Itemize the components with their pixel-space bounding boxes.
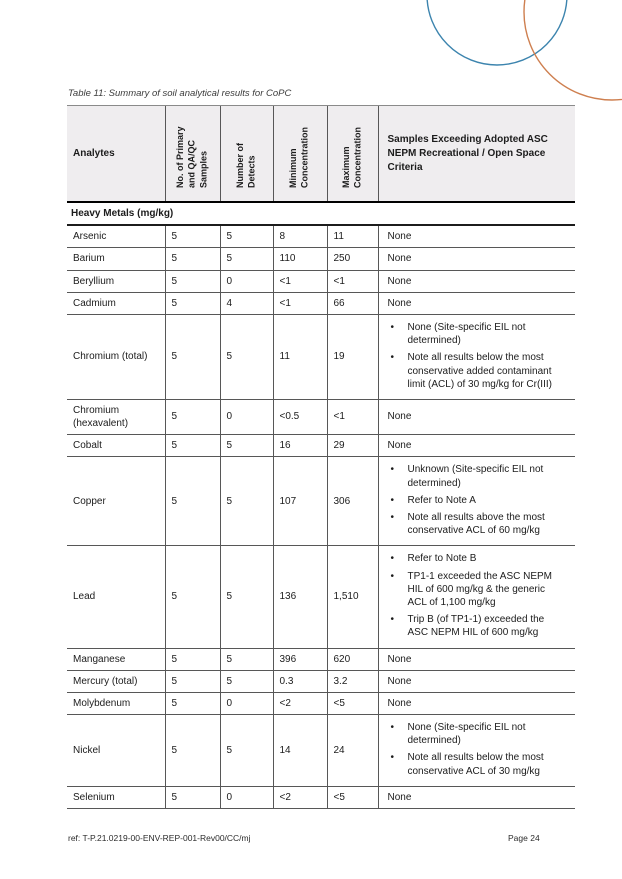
bullet-icon: • xyxy=(390,570,395,582)
detects-count-cell: 5 xyxy=(220,670,273,692)
samples-count-cell: 5 xyxy=(165,292,220,314)
criteria-notes-cell: None xyxy=(378,270,575,292)
column-header-detects-label: Number of Detects xyxy=(234,143,257,188)
analyte-cell: Arsenic xyxy=(67,225,165,248)
bullet-icon: • xyxy=(390,553,395,565)
samples-count-cell: 5 xyxy=(165,648,220,670)
criteria-notes-cell: None xyxy=(378,786,575,808)
samples-count-cell: 5 xyxy=(165,692,220,714)
max-concentration-cell: 3.2 xyxy=(327,670,378,692)
table-caption: Table 11: Summary of soil analytical results for CoPC xyxy=(68,88,292,99)
detects-count-cell: 0 xyxy=(220,692,273,714)
max-concentration-cell: 66 xyxy=(327,292,378,314)
column-header-max-concentration xyxy=(327,106,378,203)
min-concentration-cell: 0.3 xyxy=(273,670,327,692)
footer-page-number: Page 24 xyxy=(508,833,540,843)
criteria-notes-cell xyxy=(378,715,575,787)
bullet-list-item xyxy=(388,494,567,507)
bullet-text: TP1-1 exceeded the ASC NEPM HIL of 600 mg/kg & the generic ACL of 1,100 mg/kg xyxy=(407,570,553,608)
bullet-list-item xyxy=(388,570,567,610)
table-row xyxy=(67,648,575,670)
min-concentration-cell: 136 xyxy=(273,546,327,648)
min-concentration-cell: <2 xyxy=(273,692,327,714)
samples-count-cell: 5 xyxy=(165,225,220,248)
analyte-cell: Selenium xyxy=(67,786,165,808)
table-row xyxy=(67,225,575,248)
bullet-text: Refer to Note B xyxy=(407,553,477,565)
max-concentration-cell: 24 xyxy=(327,715,378,787)
bullet-icon: • xyxy=(390,464,395,476)
min-concentration-cell: <1 xyxy=(273,292,327,314)
table-row xyxy=(67,457,575,546)
section-header: Heavy Metals (mg/kg) xyxy=(67,202,575,225)
criteria-notes-cell: None xyxy=(378,648,575,670)
criteria-notes-cell: None xyxy=(378,399,575,434)
detects-count-cell: 5 xyxy=(220,435,273,457)
bullet-text: Refer to Note A xyxy=(407,494,476,506)
samples-count-cell: 5 xyxy=(165,270,220,292)
table-row xyxy=(67,270,575,292)
bullet-list-item xyxy=(388,321,567,347)
bullet-list-item xyxy=(388,721,567,747)
decorative-circle-blue xyxy=(427,0,567,65)
max-concentration-cell: 620 xyxy=(327,648,378,670)
bullet-icon: • xyxy=(390,494,395,506)
bullet-icon: • xyxy=(390,321,395,333)
detects-count-cell: 5 xyxy=(220,314,273,399)
criteria-notes-cell: None xyxy=(378,692,575,714)
max-concentration-cell: 11 xyxy=(327,225,378,248)
section-header-row xyxy=(67,202,575,225)
bullet-text: None (Site-specific EIL not determined) xyxy=(407,321,526,347)
max-concentration-cell: 250 xyxy=(327,248,378,270)
bullet-text: None (Site-specific EIL not determined) xyxy=(407,722,526,747)
bullet-list-item xyxy=(388,552,567,565)
detects-count-cell: 5 xyxy=(220,546,273,648)
bullet-list-item xyxy=(388,751,567,777)
bullet-icon: • xyxy=(390,722,395,734)
samples-count-cell: 5 xyxy=(165,248,220,270)
min-concentration-cell: 8 xyxy=(273,225,327,248)
min-concentration-cell: 16 xyxy=(273,435,327,457)
max-concentration-cell: <1 xyxy=(327,399,378,434)
criteria-notes-cell xyxy=(378,546,575,648)
max-concentration-cell: <5 xyxy=(327,692,378,714)
bullet-text: Note all results below the most conservative added contaminant limit (ACL) of 30 mg/kg for Cr(III) xyxy=(407,352,552,390)
table-body xyxy=(67,202,575,809)
min-concentration-cell: <2 xyxy=(273,786,327,808)
min-concentration-cell: 110 xyxy=(273,248,327,270)
soil-results-table xyxy=(67,105,575,809)
samples-count-cell: 5 xyxy=(165,457,220,546)
footer-reference: ref: T-P.21.0219-00-ENV-REP-001-Rev00/CC/mj xyxy=(68,833,251,843)
min-concentration-cell: 11 xyxy=(273,314,327,399)
analyte-cell: Chromium (total) xyxy=(67,314,165,399)
criteria-notes-cell xyxy=(378,457,575,546)
table-row xyxy=(67,248,575,270)
max-concentration-cell: 19 xyxy=(327,314,378,399)
analyte-cell: Nickel xyxy=(67,715,165,787)
bullet-icon: • xyxy=(390,512,395,523)
samples-count-cell: 5 xyxy=(165,314,220,399)
table-row xyxy=(67,670,575,692)
column-header-samples xyxy=(165,106,220,203)
table-row xyxy=(67,292,575,314)
bullet-text: Trip B (of TP1-1) exceeded the ASC NEPM HIL of 600 mg/kg xyxy=(407,614,545,639)
analyte-cell: Cobalt xyxy=(67,435,165,457)
criteria-notes-cell: None xyxy=(378,435,575,457)
column-header-max-label: Maximum Concentration xyxy=(340,126,363,188)
samples-count-cell: 5 xyxy=(165,399,220,434)
analyte-cell: Copper xyxy=(67,457,165,546)
table-row xyxy=(67,435,575,457)
analyte-cell: Cadmium xyxy=(67,292,165,314)
min-concentration-cell: 396 xyxy=(273,648,327,670)
detects-count-cell: 0 xyxy=(220,399,273,434)
bullet-text: Note all results above the most conservative ACL of 60 mg/kg xyxy=(407,512,545,537)
bullet-list-item xyxy=(388,463,567,489)
max-concentration-cell: 1,510 xyxy=(327,546,378,648)
max-concentration-cell: 306 xyxy=(327,457,378,546)
criteria-notes-cell: None xyxy=(378,248,575,270)
table-row xyxy=(67,314,575,399)
analyte-cell: Chromium (hexavalent) xyxy=(67,399,165,434)
samples-count-cell: 5 xyxy=(165,670,220,692)
table-row xyxy=(67,715,575,787)
min-concentration-cell: 14 xyxy=(273,715,327,787)
samples-count-cell: 5 xyxy=(165,715,220,787)
criteria-notes-cell: None xyxy=(378,225,575,248)
analyte-cell: Mercury (total) xyxy=(67,670,165,692)
detects-count-cell: 5 xyxy=(220,648,273,670)
bullet-text: Note all results below the most conservative ACL of 30 mg/kg xyxy=(407,752,544,777)
detects-count-cell: 0 xyxy=(220,270,273,292)
column-header-exceedance-criteria: Samples Exceeding Adopted ASC NEPM Recreational / Open Space Criteria xyxy=(378,106,575,203)
max-concentration-cell: <5 xyxy=(327,786,378,808)
samples-count-cell: 5 xyxy=(165,546,220,648)
bullet-list-item xyxy=(388,351,567,391)
column-header-min-label: Minimum Concentration xyxy=(288,126,310,188)
detects-count-cell: 5 xyxy=(220,248,273,270)
detects-count-cell: 4 xyxy=(220,292,273,314)
detects-count-cell: 0 xyxy=(220,786,273,808)
column-header-analytes: Analytes xyxy=(67,106,165,203)
analyte-cell: Barium xyxy=(67,248,165,270)
table-header-row xyxy=(67,106,575,203)
table-row xyxy=(67,399,575,434)
decorative-circle-orange xyxy=(524,0,622,100)
detects-count-cell: 5 xyxy=(220,225,273,248)
criteria-notes-cell xyxy=(378,314,575,399)
samples-count-cell: 5 xyxy=(165,786,220,808)
max-concentration-cell: <1 xyxy=(327,270,378,292)
samples-count-cell: 5 xyxy=(165,435,220,457)
table-row xyxy=(67,786,575,808)
criteria-notes-cell: None xyxy=(378,670,575,692)
min-concentration-cell: <0.5 xyxy=(273,399,327,434)
bullet-text: Unknown (Site-specific EIL not determined) xyxy=(407,464,544,489)
column-header-detects xyxy=(220,106,273,203)
detects-count-cell: 5 xyxy=(220,715,273,787)
analyte-cell: Lead xyxy=(67,546,165,648)
bullet-list-item xyxy=(388,511,567,537)
analyte-cell: Beryllium xyxy=(67,270,165,292)
table-row xyxy=(67,546,575,648)
min-concentration-cell: <1 xyxy=(273,270,327,292)
column-header-samples-label: No. of Primary and QA/QC Samples xyxy=(174,126,209,188)
bullet-icon: • xyxy=(390,614,395,626)
column-header-min-concentration xyxy=(273,106,327,203)
analyte-cell: Molybdenum xyxy=(67,692,165,714)
criteria-notes-cell: None xyxy=(378,292,575,314)
min-concentration-cell: 107 xyxy=(273,457,327,546)
detects-count-cell: 5 xyxy=(220,457,273,546)
bullet-icon: • xyxy=(390,752,395,764)
bullet-icon: • xyxy=(390,352,395,364)
analyte-cell: Manganese xyxy=(67,648,165,670)
table-row xyxy=(67,692,575,714)
bullet-list-item xyxy=(388,613,567,639)
max-concentration-cell: 29 xyxy=(327,435,378,457)
